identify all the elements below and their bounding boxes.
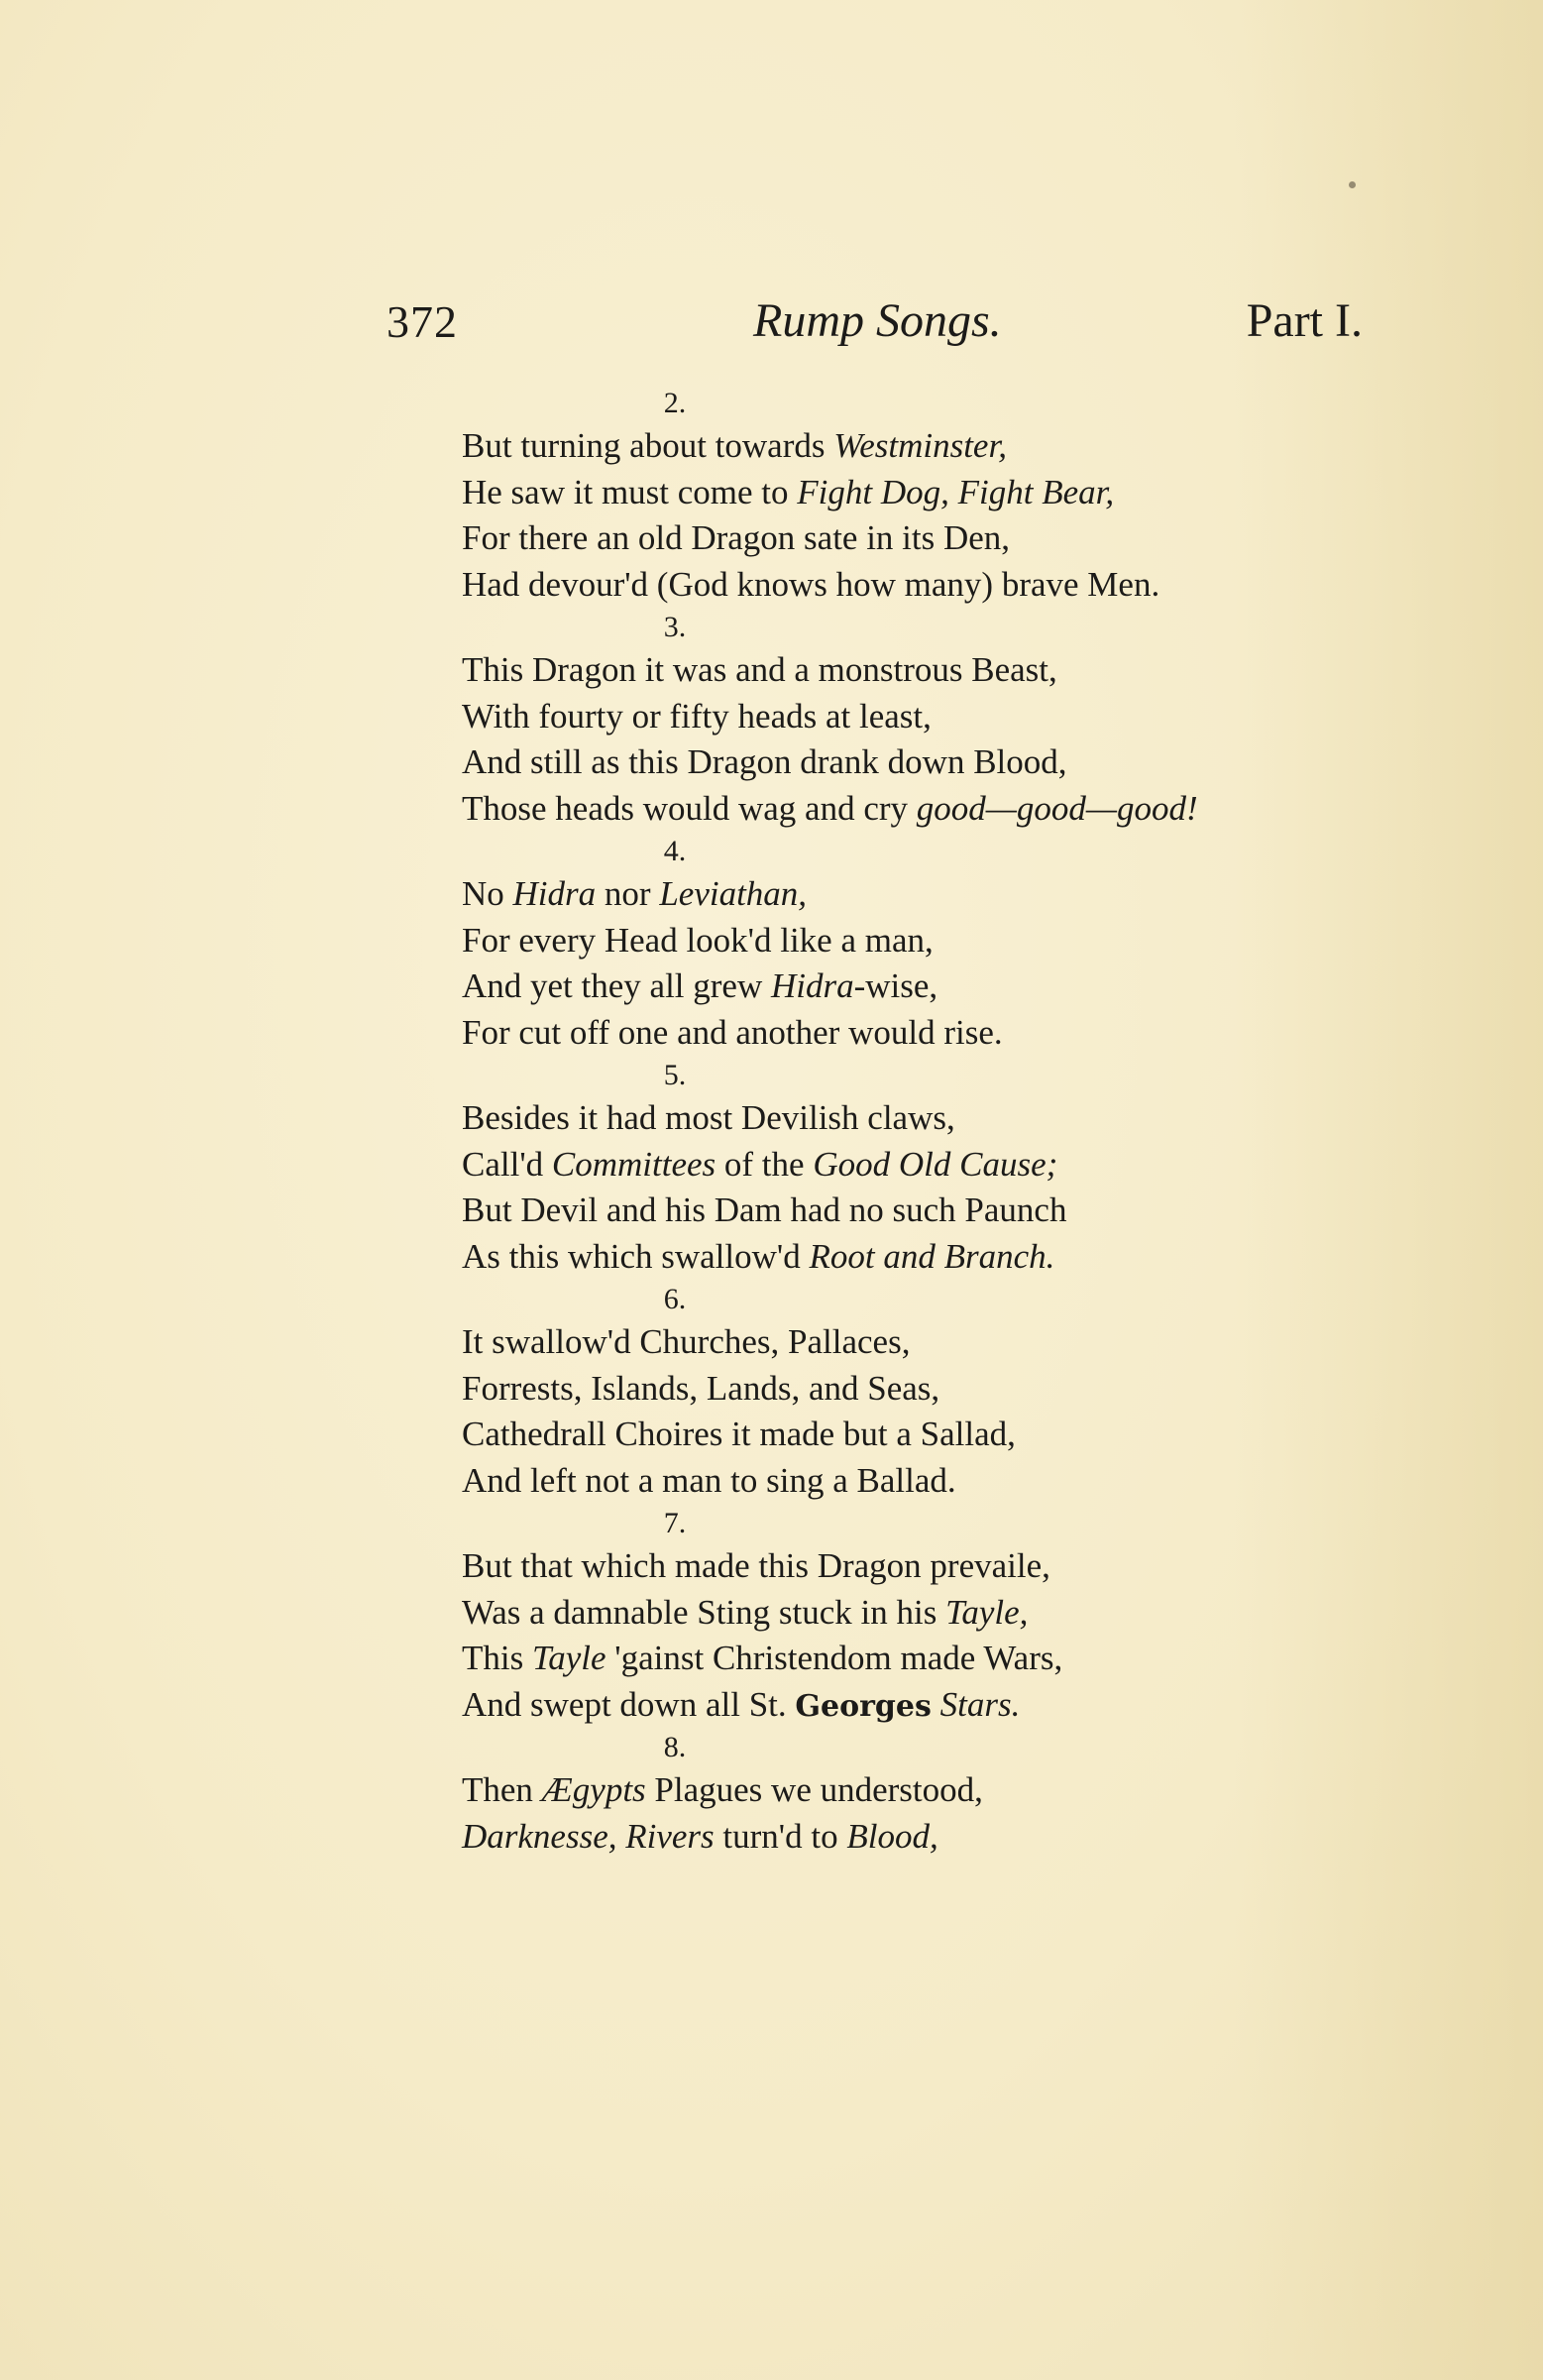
verse-text: Then bbox=[462, 1770, 542, 1809]
stanza-number: 4. bbox=[663, 835, 687, 867]
verse-text: -wise, bbox=[853, 966, 938, 1005]
verse-line bbox=[462, 1319, 1354, 1366]
verse-text: Fight Bear, bbox=[957, 472, 1115, 511]
verse-text: Leviathan, bbox=[659, 874, 808, 913]
stanza-number: 3. bbox=[663, 611, 687, 643]
verse-text: Plagues we understood, bbox=[645, 1770, 983, 1809]
verse-text: And yet they all grew bbox=[462, 966, 771, 1005]
verse-line bbox=[462, 1590, 1354, 1637]
verse-line bbox=[462, 1543, 1354, 1590]
verse-text: nor bbox=[596, 874, 660, 913]
verse-line bbox=[462, 1234, 1354, 1281]
verse-text: Committees bbox=[551, 1144, 716, 1184]
verse-text: This bbox=[462, 1639, 532, 1677]
verse-line bbox=[462, 1010, 1354, 1057]
verse-text: 'gainst Christendom made Wars, bbox=[606, 1639, 1063, 1677]
verse-text: It swallow'd Churches, Pallaces, bbox=[462, 1322, 911, 1361]
verse-line bbox=[462, 562, 1354, 609]
verse-line bbox=[462, 1814, 1354, 1861]
verse-text: Good Old Cause; bbox=[813, 1144, 1058, 1184]
stanza-number: 5. bbox=[663, 1059, 687, 1091]
verse-line bbox=[462, 1767, 1354, 1814]
verse-line bbox=[462, 786, 1354, 833]
verse-text: And swept down all St. bbox=[462, 1684, 796, 1724]
verse-text: Stars. bbox=[939, 1684, 1021, 1724]
running-title: Rump Songs. bbox=[753, 294, 1002, 347]
verse-text: For cut off one and another would rise. bbox=[462, 1012, 1003, 1052]
verse-line bbox=[462, 1366, 1354, 1413]
verse-text: As this which swallow'd bbox=[462, 1236, 810, 1276]
verse-text: Fight Dog, bbox=[797, 472, 949, 511]
part-label: Part I. bbox=[1246, 294, 1363, 347]
verse-text: Tayle bbox=[531, 1639, 606, 1677]
verse-line bbox=[462, 918, 1354, 964]
verse-text: of the bbox=[716, 1144, 814, 1184]
verse-text bbox=[949, 473, 958, 511]
stanza-number: 7. bbox=[663, 1507, 687, 1539]
verse-text: And still as this Dragon drank down Blood, bbox=[462, 742, 1067, 781]
verse-text: Forrests, Islands, Lands, and Seas, bbox=[462, 1368, 940, 1408]
running-header bbox=[386, 287, 1363, 347]
verse-text: But turning about towards bbox=[462, 426, 834, 465]
verse-line bbox=[462, 647, 1354, 694]
verse-line bbox=[462, 1188, 1354, 1234]
verse-line bbox=[462, 694, 1354, 740]
verse-text: Georges bbox=[795, 1688, 932, 1724]
verse-line bbox=[462, 1682, 1354, 1729]
verse-line bbox=[462, 963, 1354, 1010]
verse-line bbox=[462, 739, 1354, 786]
verse-text: Ægypts bbox=[541, 1770, 646, 1809]
verse-line bbox=[462, 1458, 1354, 1505]
verse-text: Had devour'd (God knows how many) brave Men. bbox=[462, 564, 1160, 604]
verse-text: No bbox=[462, 874, 513, 913]
verse-text: Darknesse, bbox=[462, 1816, 617, 1856]
verse-line bbox=[462, 515, 1354, 562]
verse-text: But Devil and his Dam had no such Paunch bbox=[462, 1190, 1067, 1229]
verse-line bbox=[462, 1142, 1354, 1189]
verse-line bbox=[462, 871, 1354, 918]
verse-line bbox=[462, 470, 1354, 516]
verse-text: Hidra bbox=[771, 966, 854, 1005]
verse-text: This Dragon it was and a monstrous Beast, bbox=[462, 650, 1057, 689]
verse-line bbox=[462, 423, 1354, 470]
poem-body bbox=[462, 384, 1354, 1860]
verse-text: Call'd bbox=[462, 1144, 552, 1184]
page-number: 372 bbox=[386, 296, 458, 347]
verse-text: Besides it had most Devilish claws, bbox=[462, 1098, 955, 1137]
verse-text: For there an old Dragon sate in its Den, bbox=[462, 518, 1011, 557]
verse-text: Root and Branch. bbox=[809, 1236, 1055, 1276]
verse-text: Blood, bbox=[846, 1816, 938, 1856]
verse-text: For every Head look'd like a man, bbox=[462, 920, 934, 960]
stanza-number: 8. bbox=[663, 1731, 687, 1763]
verse-text: Hidra bbox=[512, 874, 597, 913]
stanza-number: 6. bbox=[663, 1283, 687, 1315]
verse-text: But that which made this Dragon prevaile, bbox=[462, 1546, 1050, 1585]
verse-text bbox=[932, 1685, 940, 1724]
verse-text: Cathedrall Choires it made but a Sallad, bbox=[462, 1415, 1016, 1453]
verse-text: turn'd to bbox=[714, 1816, 847, 1856]
verse-text: Tayle, bbox=[945, 1592, 1029, 1632]
verse-text: And left not a man to sing a Ballad. bbox=[462, 1460, 956, 1500]
stanza-number: 2. bbox=[663, 387, 687, 419]
ink-speck bbox=[1349, 181, 1356, 188]
verse-text: Those heads would wag and cry bbox=[462, 788, 917, 828]
verse-line bbox=[462, 1636, 1354, 1682]
verse-line bbox=[462, 1095, 1354, 1142]
verse-text bbox=[617, 1817, 626, 1856]
verse-text: Westminster, bbox=[833, 426, 1007, 465]
verse-text: He saw it must come to bbox=[462, 472, 798, 511]
verse-line bbox=[462, 1412, 1354, 1458]
verse-text: good—good—good! bbox=[916, 788, 1198, 828]
verse-text: With fourty or fifty heads at least, bbox=[462, 696, 932, 736]
verse-text: Rivers bbox=[625, 1816, 715, 1856]
verse-text: Was a damnable Sting stuck in his bbox=[462, 1592, 946, 1632]
